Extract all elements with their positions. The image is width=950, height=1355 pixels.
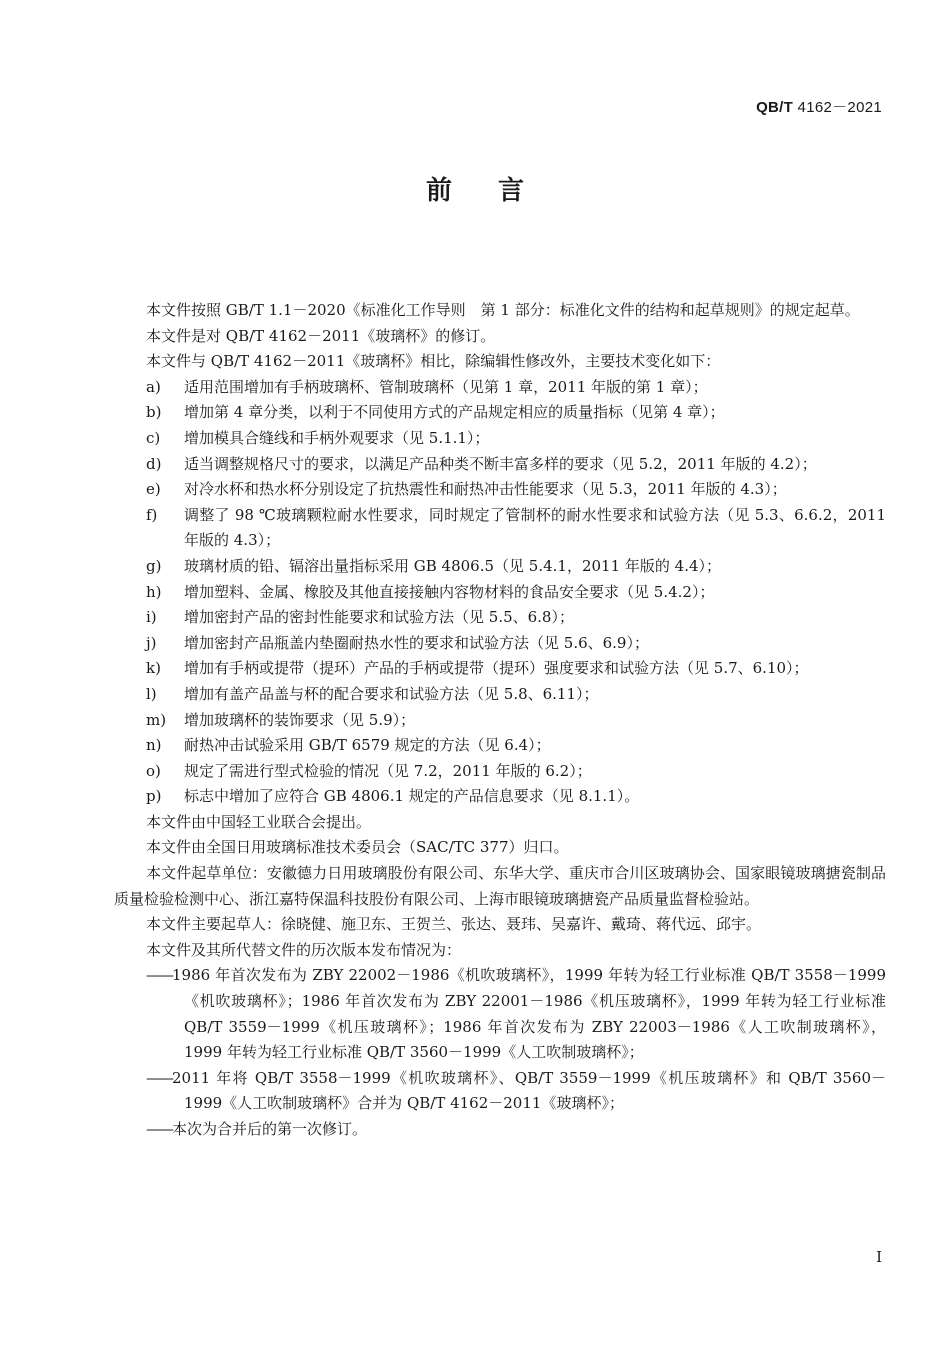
- page-title: 前言: [425, 176, 570, 206]
- em-dash: ——: [146, 1068, 172, 1087]
- list-item: [114, 733, 886, 759]
- list-item-text: 调整了 98 ℃玻璃颗粒耐水性要求，同时规定了管制杯的耐水性要求和试验方法（见 5.3、6.6.2，2011 年版的 4.3）；: [184, 505, 886, 550]
- intro-paragraph: 本文件按照 GB/T 1.1－2020《标准化工作导则 第 1 部分：标准化文件的结构和起草规则》的规定起草。: [146, 301, 860, 319]
- list-item-text: 增加有盖产品盖与杯的配合要求和试验方法（见 5.8、6.11）；: [184, 684, 599, 703]
- intro-paragraph: 本文件是对 QB/T 4162－2011《玻璃杯》的修订。: [146, 326, 496, 345]
- list-item: [114, 656, 886, 682]
- em-dash: ——: [146, 966, 172, 985]
- list-marker: j): [146, 633, 157, 652]
- changes-list: [114, 375, 886, 810]
- list-item-text: 增加有手柄或提带（提环）产品的手柄或提带（提环）强度要求和试验方法（见 5.7、6.10）；: [184, 659, 809, 678]
- list-item-text: 玻璃材质的铅、镉溶出量指标采用 GB 4806.5（见 5.4.1，2011 年版的 4.4）；: [184, 556, 722, 575]
- list-item: [114, 708, 886, 734]
- page-number: I: [876, 1248, 882, 1266]
- history-item: [114, 1066, 886, 1117]
- intro-paragraph: 本文件与 QB/T 4162－2011《玻璃杯》相比，除编辑性修改外，主要技术变化如下：: [146, 352, 721, 371]
- closing-paragraph: 本文件起草单位：安徽德力日用玻璃股份有限公司、东华大学、重庆市合川区玻璃协会、国家眼镜玻璃搪瓷制品质量检验检测中心、浙江嘉特保温科技股份有限公司、上海市眼镜玻璃搪瓷产品质量监督检验站。: [114, 864, 886, 908]
- closing-paragraph: 本文件及其所代替文件的历次版本发布情况为：: [146, 940, 462, 959]
- list-marker: a): [146, 377, 161, 396]
- list-item: [114, 682, 886, 708]
- list-marker: h): [146, 582, 162, 601]
- list-marker: o): [146, 761, 161, 780]
- list-item-text: 增加密封产品的密封性能要求和试验方法（见 5.5、6.8）；: [184, 608, 574, 627]
- list-item: [114, 477, 886, 503]
- list-item-text: 适当调整规格尺寸的要求，以满足产品种类不断丰富多样的要求（见 5.2，2011 年版的 4.2）；: [184, 454, 817, 473]
- list-item-text: 增加玻璃杯的装饰要求（见 5.9）；: [184, 710, 416, 729]
- version-history-list: [114, 963, 886, 1142]
- list-marker: g): [146, 556, 162, 575]
- standard-code: [756, 96, 882, 117]
- list-item-text: 适用范围增加有手柄玻璃杯、管制玻璃杯（见第 1 章，2011 年版的第 1 章）；: [184, 377, 708, 396]
- list-item: [114, 554, 886, 580]
- list-item: [114, 452, 886, 478]
- list-item-text: 增加模具合缝线和手柄外观要求（见 5.1.1）；: [184, 428, 490, 447]
- list-marker: i): [146, 608, 157, 627]
- list-item: [114, 400, 886, 426]
- list-marker: p): [146, 787, 162, 806]
- list-item-text: 增加密封产品瓶盖内垫圈耐热水性的要求和试验方法（见 5.6、6.9）；: [184, 633, 649, 652]
- history-item: [114, 1117, 886, 1143]
- closing-paragraph: 本文件由中国轻工业联合会提出。: [146, 812, 372, 831]
- list-item: [114, 580, 886, 606]
- list-item: [114, 503, 886, 554]
- history-item-text: 本次为合并后的第一次修订。: [172, 1120, 368, 1138]
- list-marker: c): [146, 428, 161, 447]
- list-item-text: 标志中增加了应符合 GB 4806.1 规定的产品信息要求（见 8.1.1）。: [184, 787, 640, 806]
- document-body: [114, 298, 886, 1143]
- history-item-text: 1986 年首次发布为 ZBY 22002－1986《机吹玻璃杯》，1999 年转为轻工行业标准 QB/T 3558－1999《机吹玻璃杯》；1986 年首次发布为 ZBY 22001－1986《机压玻璃杯》，1999 年转为轻工行业标准 QB/T 3559－1999《机压玻璃杯》；1986 年首次发布为 ZBY 22003－1986《人工吹制玻璃杯》，1999 年转为轻工行业标准 QB/T 3560－1999《人工吹制玻璃杯》；: [172, 966, 886, 1062]
- list-marker: f): [146, 505, 158, 524]
- standard-code-prefix: QB/T: [756, 99, 794, 116]
- list-marker: b): [146, 403, 162, 422]
- list-item: [114, 375, 886, 401]
- list-marker: l): [146, 684, 157, 703]
- list-item-text: 耐热冲击试验采用 GB/T 6579 规定的方法（见 6.4）；: [184, 736, 551, 755]
- history-item: [114, 963, 886, 1065]
- list-marker: m): [146, 710, 167, 729]
- list-marker: k): [146, 659, 161, 678]
- list-item-text: 增加第 4 章分类，以利于不同使用方式的产品规定相应的质量指标（见第 4 章）；: [184, 403, 725, 422]
- list-marker: n): [146, 736, 162, 755]
- list-item: [114, 631, 886, 657]
- list-item: [114, 759, 886, 785]
- list-item-text: 规定了需进行型式检验的情况（见 7.2，2011 年版的 6.2）；: [184, 761, 592, 780]
- list-item: [114, 605, 886, 631]
- standard-code-number: 4162－2021: [793, 99, 882, 116]
- list-item-text: 对冷水杯和热水杯分别设定了抗热震性和耐热冲击性能要求（见 5.3，2011 年版的 4.3）；: [184, 480, 787, 499]
- list-marker: d): [146, 454, 162, 473]
- list-item: [114, 426, 886, 452]
- closing-paragraph: 本文件由全国日用玻璃标准技术委员会（SAC/TC 377）归口。: [146, 838, 569, 857]
- closing-paragraph: 本文件主要起草人：徐晓健、施卫东、王贺兰、张达、聂玮、吴嘉许、戴琦、蒋代远、邱宇。: [146, 915, 762, 934]
- em-dash: ——: [146, 1120, 172, 1138]
- list-item-text: 增加塑料、金属、橡胶及其他直接接触内容物材料的食品安全要求（见 5.4.2）；: [184, 582, 715, 601]
- history-item-text: 2011 年将 QB/T 3558－1999《机吹玻璃杯》、QB/T 3559－1999《机压玻璃杯》和 QB/T 3560－1999《人工吹制玻璃杯》合并为 QB/T 4162－2011《玻璃杯》；: [172, 1068, 886, 1113]
- list-item: [114, 784, 886, 810]
- list-marker: e): [146, 480, 161, 499]
